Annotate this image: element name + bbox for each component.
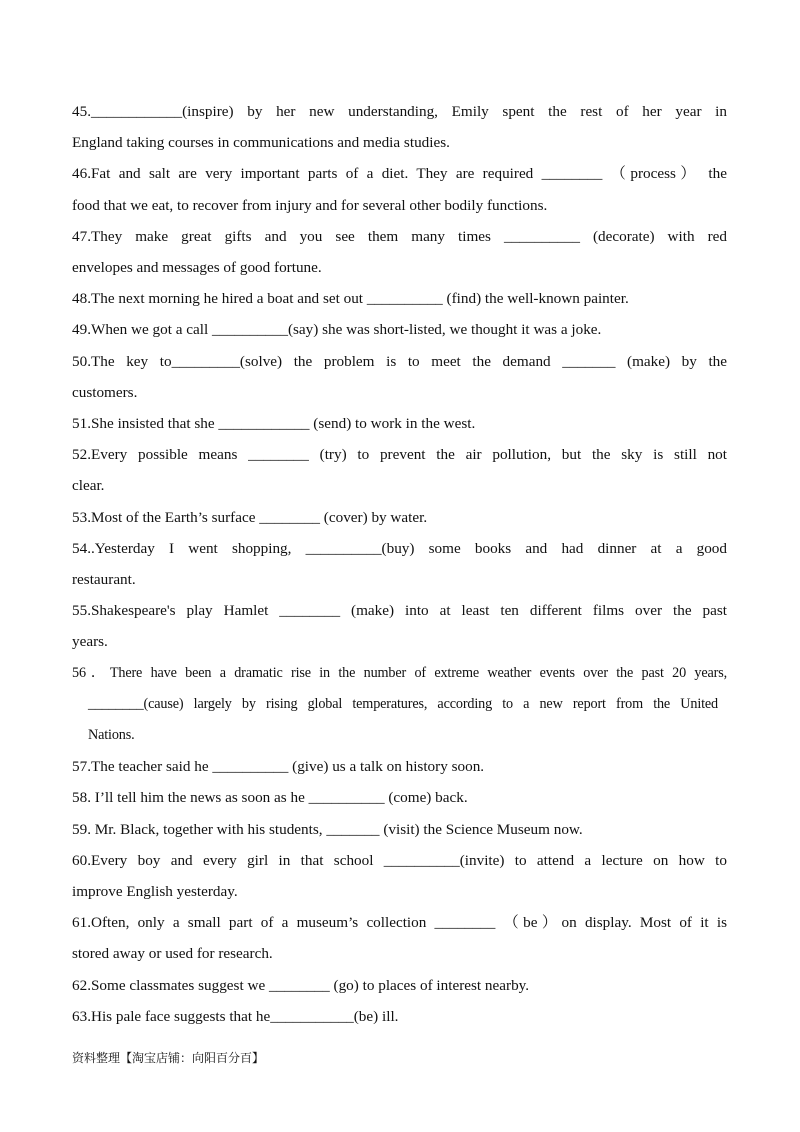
question-line: 48.The next morning he hired a boat and set out __________ (find) the well-known painter. bbox=[72, 290, 629, 308]
question-49 bbox=[72, 314, 727, 345]
question-line: food that we eat, to recover from injury and for several other bodily functions. bbox=[72, 196, 548, 214]
question-line: customers. bbox=[72, 383, 138, 401]
question-59 bbox=[72, 814, 727, 845]
question-45 bbox=[72, 96, 727, 158]
question-58 bbox=[72, 782, 727, 813]
question-line: 60.Every boy and every girl in that school __________(invite) to attend a lecture on how to bbox=[72, 851, 727, 869]
question-line: 58. I’ll tell him the news as soon as he __________ (come) back. bbox=[72, 789, 468, 807]
question-line: 51.She insisted that she ____________ (send) to work in the west. bbox=[72, 415, 476, 433]
question-54 bbox=[72, 533, 727, 595]
question-line: 45.____________(inspire) by her new understanding, Emily spent the rest of her year in bbox=[72, 103, 727, 120]
question-60 bbox=[72, 845, 727, 907]
question-line: Nations. bbox=[88, 727, 135, 744]
question-line: 54..Yesterday I went shopping, __________(buy) some books and had dinner at a good bbox=[72, 539, 727, 557]
question-57 bbox=[72, 751, 727, 782]
question-line: 50.The key to_________(solve) the problem is to meet the demand _______ (make) by the bbox=[72, 352, 727, 370]
question-line: restaurant. bbox=[72, 571, 136, 589]
question-line: years. bbox=[72, 633, 108, 651]
question-line: 59. Mr. Black, together with his students, _______ (visit) the Science Museum now. bbox=[72, 820, 583, 838]
question-line: clear. bbox=[72, 477, 105, 495]
question-line: 46.Fat and salt are very important parts of a diet. They are required ________ （process） the bbox=[72, 165, 727, 183]
question-53 bbox=[72, 502, 727, 533]
question-line: 61.Often, only a small part of a museum’s collection ________ （be）on display. Most of it is bbox=[72, 914, 727, 932]
question-50 bbox=[72, 346, 727, 408]
question-line: 52.Every possible means ________ (try) to prevent the air pollution, but the sky is still not bbox=[72, 446, 727, 464]
question-62 bbox=[72, 970, 727, 1001]
question-51 bbox=[72, 408, 727, 439]
question-line: envelopes and messages of good fortune. bbox=[72, 259, 322, 277]
question-55 bbox=[72, 595, 727, 657]
question-56 bbox=[72, 658, 727, 752]
question-line: improve English yesterday. bbox=[72, 883, 238, 901]
question-61 bbox=[72, 907, 727, 969]
question-line: stored away or used for research. bbox=[72, 945, 273, 963]
question-47 bbox=[72, 221, 727, 283]
question-line: 49.When we got a call __________(say) she was short-listed, we thought it was a joke. bbox=[72, 321, 602, 339]
question-line: 62.Some classmates suggest we ________ (go) to places of interest nearby. bbox=[72, 976, 530, 994]
question-line: England taking courses in communications and media studies. bbox=[72, 134, 450, 152]
question-46 bbox=[72, 158, 727, 220]
question-52 bbox=[72, 439, 727, 501]
question-line: 56．There have been a dramatic rise in the number of extreme weather events over the past 20 years, bbox=[72, 664, 727, 681]
question-line: 47.They make great gifts and you see them many times __________ (decorate) with red bbox=[72, 227, 727, 245]
question-line: 57.The teacher said he __________ (give) us a talk on history soon. bbox=[72, 758, 485, 776]
question-line: 55.Shakespeare's play Hamlet ________ (make) into at least ten different films over the past bbox=[72, 602, 727, 620]
question-line: 53.Most of the Earth’s surface ________ (cover) by water. bbox=[72, 508, 428, 526]
question-48 bbox=[72, 283, 727, 314]
question-line: 63.His pale face suggests that he___________(be) ill. bbox=[72, 1007, 399, 1025]
question-63 bbox=[72, 1001, 727, 1032]
exercise-list bbox=[72, 96, 727, 1032]
question-line: ________(cause) largely by rising global temperatures, according to a new report from the United bbox=[88, 695, 718, 712]
footer-source-note: 资料整理【淘宝店铺：向阳百分百】 bbox=[72, 1051, 265, 1065]
